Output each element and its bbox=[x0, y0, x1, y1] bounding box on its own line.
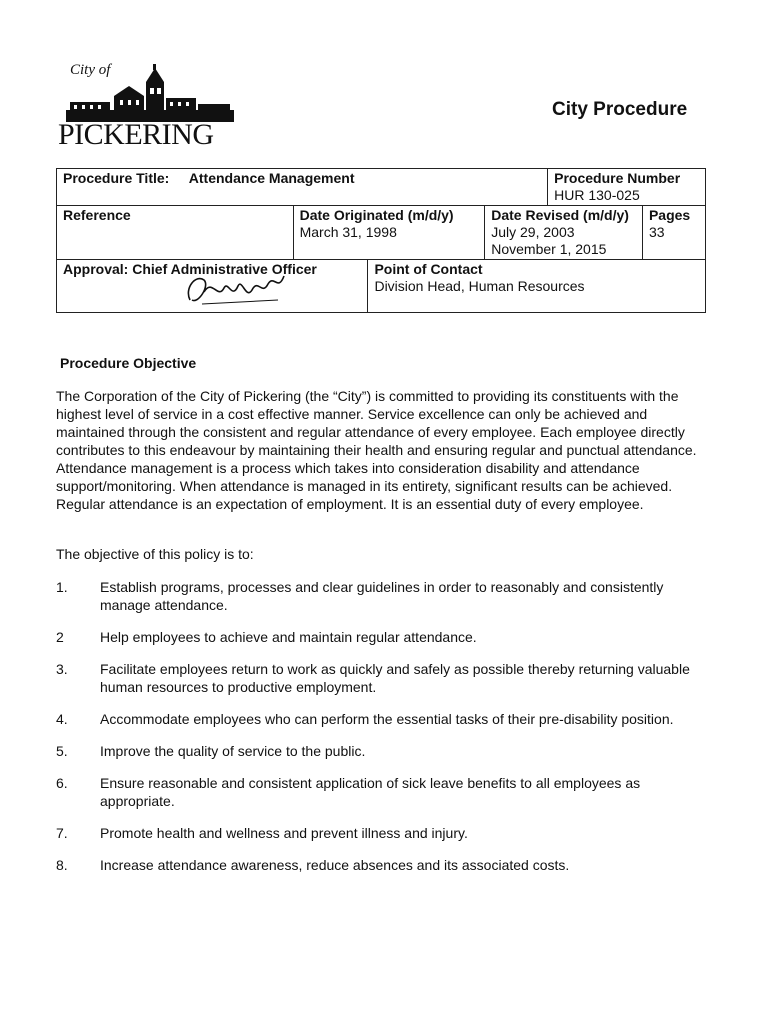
objective-paragraph: The Corporation of the City of Pickering (the “City”) is committed to providing its constituents with the highest level of service in a cost effective manner. Service excellence can only be achieved and maintained through the consistent and regular attendance of every employee. Each employee directly contributes to this endeavour by maintaining their health and ensuring regular and punctual attendance. Attendance management is a process which takes into consideration disability and attendance support/monitoring. When attendance is managed in its entirety, significant results can be achieved. Regular attendance is an expectation of employment. It is an essential duty of every employee. bbox=[56, 388, 697, 512]
date-revised-label: Date Revised (m/d/y) bbox=[491, 207, 629, 223]
list-item bbox=[56, 710, 706, 728]
logo-city-of-text: City of bbox=[70, 62, 111, 78]
list-item-text: Help employees to achieve and maintain regular attendance. bbox=[100, 629, 477, 645]
procedure-number-value: HUR 130-025 bbox=[554, 187, 640, 203]
list-item bbox=[56, 774, 706, 810]
list-item bbox=[56, 628, 706, 646]
procedure-header-table bbox=[56, 168, 706, 313]
approval-label: Approval: Chief Administrative Officer bbox=[63, 261, 317, 277]
date-originated-cell bbox=[293, 206, 485, 260]
pages-label: Pages bbox=[648, 207, 691, 223]
list-item-number: 6. bbox=[56, 775, 68, 791]
list-item-text: Accommodate employees who can perform the essential tasks of their pre-disability position. bbox=[100, 711, 674, 727]
list-item bbox=[56, 742, 706, 760]
pages-value: 33 bbox=[648, 224, 665, 240]
header-row-approval bbox=[57, 260, 706, 313]
pages-cell bbox=[642, 206, 705, 260]
document-title: City Procedure bbox=[552, 99, 688, 120]
list-item-number: 1. bbox=[56, 579, 68, 595]
point-of-contact-value: Division Head, Human Resources bbox=[374, 278, 585, 294]
objective-list bbox=[56, 578, 706, 888]
procedure-title-cell bbox=[57, 169, 548, 206]
list-item-text: Increase attendance awareness, reduce absences and its associated costs. bbox=[100, 857, 570, 873]
list-item-number: 5. bbox=[56, 743, 68, 759]
procedure-title-value: Attendance Management bbox=[188, 170, 355, 186]
list-item-text: Establish programs, processes and clear guidelines in order to reasonably and consistently manage attendance. bbox=[100, 579, 664, 613]
list-item-text: Ensure reasonable and consistent application of sick leave benefits to all employees as appropriate. bbox=[100, 775, 641, 809]
logo-wordmark: PICKERING bbox=[58, 118, 214, 151]
city-hall-skyline-icon bbox=[60, 64, 240, 126]
objective-intro: The objective of this policy is to: bbox=[56, 546, 254, 562]
header-row-dates bbox=[57, 206, 706, 260]
list-item-text: Improve the quality of service to the public. bbox=[100, 743, 366, 759]
list-item bbox=[56, 824, 706, 842]
point-of-contact-label: Point of Contact bbox=[374, 261, 483, 277]
date-revised-cell bbox=[485, 206, 643, 260]
procedure-objective-heading: Procedure Objective bbox=[60, 355, 197, 371]
signature-icon bbox=[182, 270, 292, 310]
reference-label: Reference bbox=[63, 207, 131, 223]
list-item-number: 7. bbox=[56, 825, 68, 841]
list-item-number: 8. bbox=[56, 857, 68, 873]
procedure-number-label: Procedure Number bbox=[554, 170, 681, 186]
list-item-number: 4. bbox=[56, 711, 68, 727]
date-originated-label: Date Originated (m/d/y) bbox=[299, 207, 454, 223]
list-item-number: 3. bbox=[56, 661, 68, 677]
header-row-title bbox=[57, 169, 706, 206]
approval-cell bbox=[57, 260, 368, 313]
procedure-title-label: Procedure Title: bbox=[63, 170, 170, 186]
list-item-text: Facilitate employees return to work as quickly and safely as possible thereby returning valuable human resources to productive employment. bbox=[100, 661, 690, 695]
date-revised-value: July 29, 2003 bbox=[491, 224, 575, 240]
date-originated-value: March 31, 1998 bbox=[299, 224, 397, 240]
list-item bbox=[56, 856, 706, 874]
procedure-number-cell bbox=[548, 169, 706, 206]
reference-cell bbox=[57, 206, 294, 260]
city-logo bbox=[58, 58, 248, 150]
point-of-contact-cell bbox=[368, 260, 706, 313]
date-revised-value: November 1, 2015 bbox=[491, 241, 607, 257]
list-item-number: 2 bbox=[56, 629, 64, 645]
list-item bbox=[56, 578, 706, 614]
list-item bbox=[56, 660, 706, 696]
list-item-text: Promote health and wellness and prevent illness and injury. bbox=[100, 825, 468, 841]
